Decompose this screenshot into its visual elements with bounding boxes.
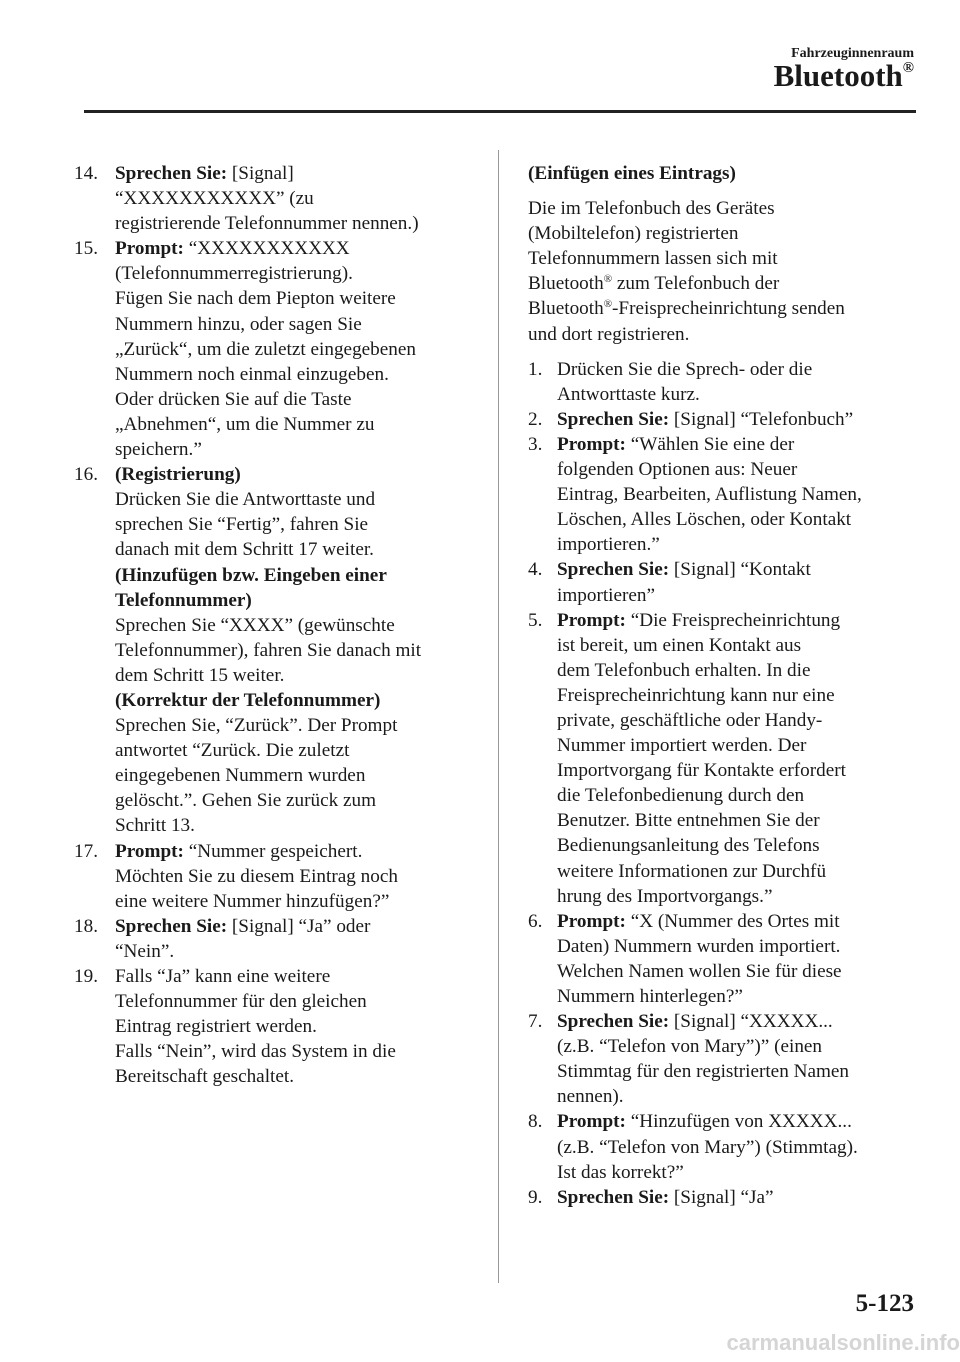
step-15: 15. Prompt: “XXXXXXXXXXX (Telefonnummerregistrierung). Fügen Sie nach dem Piepton weitere Nummern hinzu, oder sagen Sie „Zurück“, um die zuletzt eingegebenen Nummern noch einmal einzugeben. Oder drücken Sie auf die Taste „Abnehmen“, um die Nummer zu speichern.” <box>74 238 416 461</box>
column-divider <box>498 150 499 1283</box>
section-title: Fahrzeuginnenraum <box>791 46 914 61</box>
step-18: 18. Sprechen Sie: [Signal] “Ja” oder “Nein”. <box>74 915 371 962</box>
registered-mark: ® <box>902 60 914 76</box>
step-1: 1. Drücken Sie die Sprech- oder die Antworttaste kurz. <box>528 358 813 405</box>
step-17: 17. Prompt: “Nummer gespeichert. Möchten Sie zu diesem Eintrag noch eine weitere Nummer hinzufügen?” <box>74 840 398 912</box>
step-2: 2. Sprechen Sie: [Signal] “Telefonbuch” <box>528 408 854 430</box>
step-4: 4. Sprechen Sie: [Signal] “Kontakt importieren” <box>528 559 811 606</box>
watermark: carmanualsonline.info <box>726 1330 960 1355</box>
step-5: 5. Prompt: “Die Freisprecheinrichtung ist bereit, um einen Kontakt aus dem Telefonbuch erhalten. In die Freisprecheinrichtung kann nur eine private, geschäftliche oder Handy- Nummer importiert werden. Der Importvorgang für Kontakte erfordert die Telefonbedienung durch den Benutzer. Bitte entnehmen Sie der Bedienungsanleitung des Telefons weitere Informationen zur Durchfü hrung des Importvorgangs.” <box>528 609 846 907</box>
intro-paragraph: Die im Telefonbuch des Gerätes (Mobiltelefon) registrierten Telefonnummern lassen sich mit Bluetooth® zum Telefonbuch der Bluetooth®-Freisprecheinrichtung senden und dort registrieren. <box>528 198 845 345</box>
step-19: 19. Falls “Ja” kann eine weitere Telefonnummer für den gleichen Eintrag registriert werden. Falls “Nein”, wird das System in die Bereitschaft geschaltet. <box>74 966 396 1088</box>
page-number: 5-123 <box>855 1290 914 1317</box>
step-7: 7. Sprechen Sie: [Signal] “XXXXX... (z.B. “Telefon von Mary”)” (einen Stimmtag für den registrierten Namen nennen). <box>528 1011 849 1108</box>
step-8: 8. Prompt: “Hinzufügen von XXXXX... (z.B. “Telefon von Mary”) (Stimmtag). Ist das korrekt?” <box>528 1111 858 1183</box>
step-16: 16. (Registrierung) Drücken Sie die Antworttaste und sprechen Sie “Fertig”, fahren Sie danach mit dem Schritt 17 weiter. (Hinzufügen bzw. Eingeben einer Telefonnummer) Sprechen Sie “XXXX” (gewünschte Telefonnummer), fahren Sie danach mit dem Schritt 15 weiter. (Korrektur der Telefonnummer) Sprechen Sie, “Zurück”. Der Prompt antwortet “Zurück. Die zuletzt eingegebenen Nummern wurden gelöscht.”. Gehen Sie zurück zum Schritt 13. <box>74 464 422 837</box>
section-heading: (Einfügen eines Eintrags) <box>528 163 736 184</box>
step-3: 3. Prompt: “Wählen Sie eine der folgenden Optionen aus: Neuer Eintrag, Bearbeiten, Auflistung Namen, Löschen, Alles Löschen, oder Kontakt importieren.” <box>528 433 862 556</box>
step-9: 9. Sprechen Sie: [Signal] “Ja” <box>528 1186 774 1208</box>
left-column <box>74 161 484 1089</box>
step-6: 6. Prompt: “X (Nummer des Ortes mit Daten) Nummern wurden importiert. Welchen Namen wollen Sie für diese Nummern hinterlegen?” <box>528 910 842 1007</box>
right-column <box>528 161 918 1210</box>
header-rule <box>84 110 916 113</box>
page-title: Bluetooth® <box>773 58 914 93</box>
step-14: 14. Sprechen Sie: [Signal] “XXXXXXXXXXX” (zu registrierende Telefonnummer nennen.) <box>74 163 419 235</box>
